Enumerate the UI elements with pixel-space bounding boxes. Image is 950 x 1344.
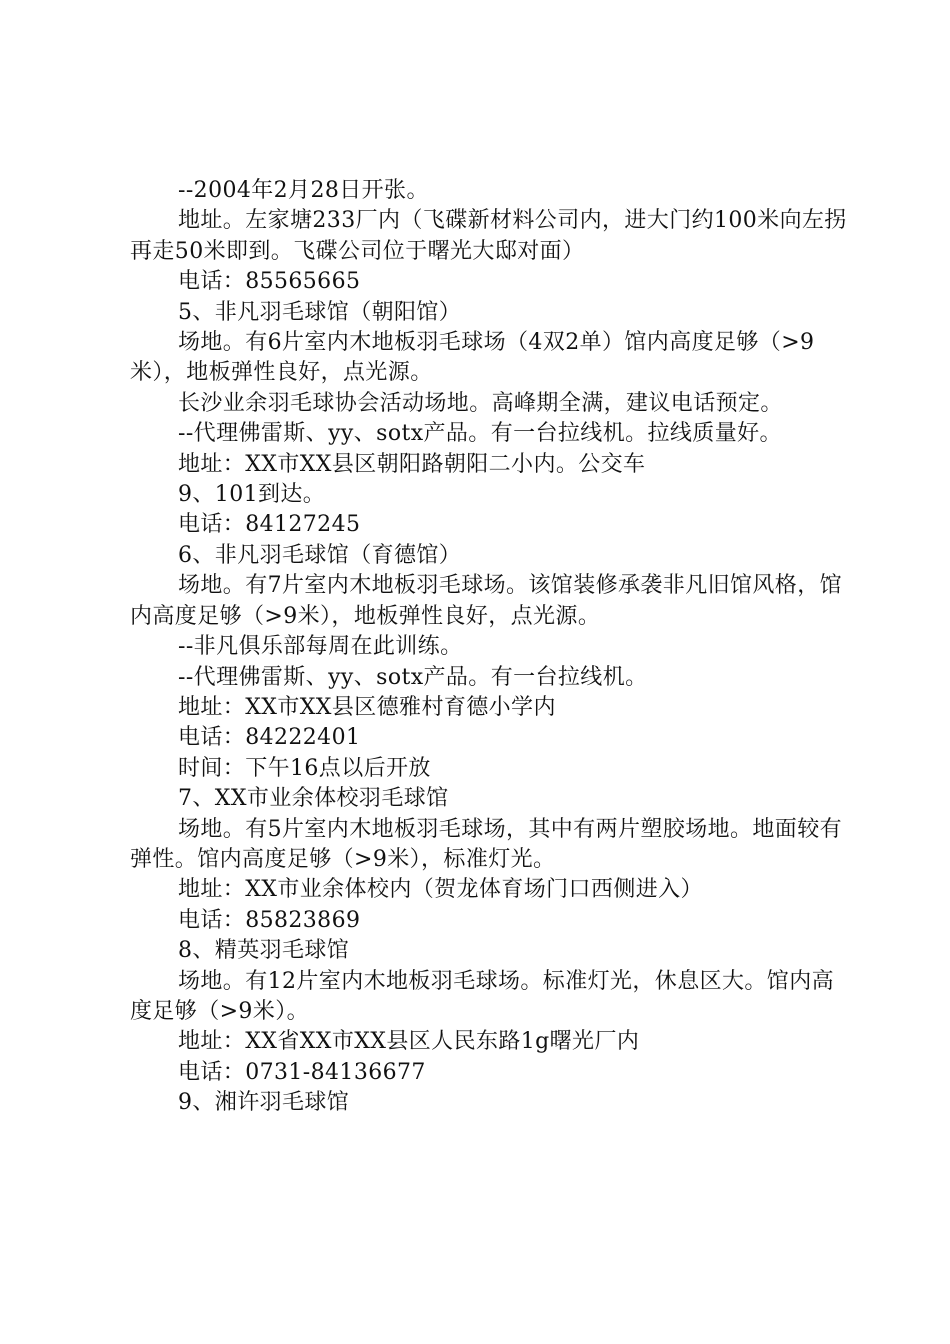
paragraph-phone: 电话：85823869: [178, 907, 361, 933]
paragraph-venue: 场地。有6片室内木地板羽毛球场（4双2单）馆内高度足够（>9米），地板弹性良好，点光源。: [130, 330, 815, 386]
paragraph-address: 地址：XX省XX市XX县区人民东路1g曙光厂内: [178, 1029, 640, 1055]
paragraph-note: 长沙业余羽毛球协会活动场地。高峰期全满，建议电话预定。: [178, 390, 783, 416]
paragraph-address: 地址：XX市业余体校内（贺龙体育场门口西侧进入）: [178, 877, 703, 903]
paragraph-phone: 电话：85565665: [178, 269, 361, 295]
paragraph-heading-5: 5、非凡羽毛球馆（朝阳馆）: [178, 299, 462, 325]
paragraph-address: 地址：XX市XX县区德雅村育德小学内: [178, 694, 556, 720]
paragraph-note: --非凡俱乐部每周在此训练。: [178, 634, 463, 660]
document-body: [130, 176, 855, 1119]
paragraph-agent: --代理佛雷斯、yy、sotx产品。有一台拉线机。: [178, 664, 648, 690]
paragraph-venue: 场地。有5片室内木地板羽毛球场，其中有两片塑胶场地。地面较有弹性。馆内高度足够（>9米），标准灯光。: [130, 816, 842, 872]
paragraph-agent: --代理佛雷斯、yy、sotx产品。有一台拉线机。拉线质量好。: [178, 421, 782, 447]
paragraph-venue: 场地。有12片室内木地板羽毛球场。标准灯光，休息区大。馆内高度足够（>9米）。: [130, 968, 834, 1024]
paragraph-address: 地址。左家塘233厂内（飞碟新材料公司内，进大门约100米向左拐再走50米即到。飞碟公司位于曙光大邸对面）: [130, 208, 847, 264]
paragraph-heading-6: 6、非凡羽毛球馆（育德馆）: [178, 542, 462, 568]
paragraph-phone: 电话：84222401: [178, 725, 361, 751]
paragraph-bus: 9、101到达。: [178, 482, 326, 508]
paragraph-address: 地址：XX市XX县区朝阳路朝阳二小内。公交车: [178, 451, 646, 477]
paragraph-phone: 电话：0731-84136677: [178, 1059, 426, 1085]
paragraph-venue: 场地。有7片室内木地板羽毛球场。该馆装修承袭非凡旧馆风格，馆内高度足够（>9米），地板弹性良好，点光源。: [130, 573, 842, 629]
paragraph-heading-9: 9、湘许羽毛球馆: [178, 1090, 350, 1116]
paragraph-opening-date: --2004年2月28日开张。: [178, 178, 429, 203]
paragraph-phone: 电话：84127245: [178, 512, 361, 538]
paragraph-heading-8: 8、精英羽毛球馆: [178, 938, 350, 964]
paragraph-hours: 时间：下午16点以后开放: [178, 755, 431, 781]
paragraph-heading-7: 7、XX市业余体校羽毛球馆: [178, 786, 449, 812]
